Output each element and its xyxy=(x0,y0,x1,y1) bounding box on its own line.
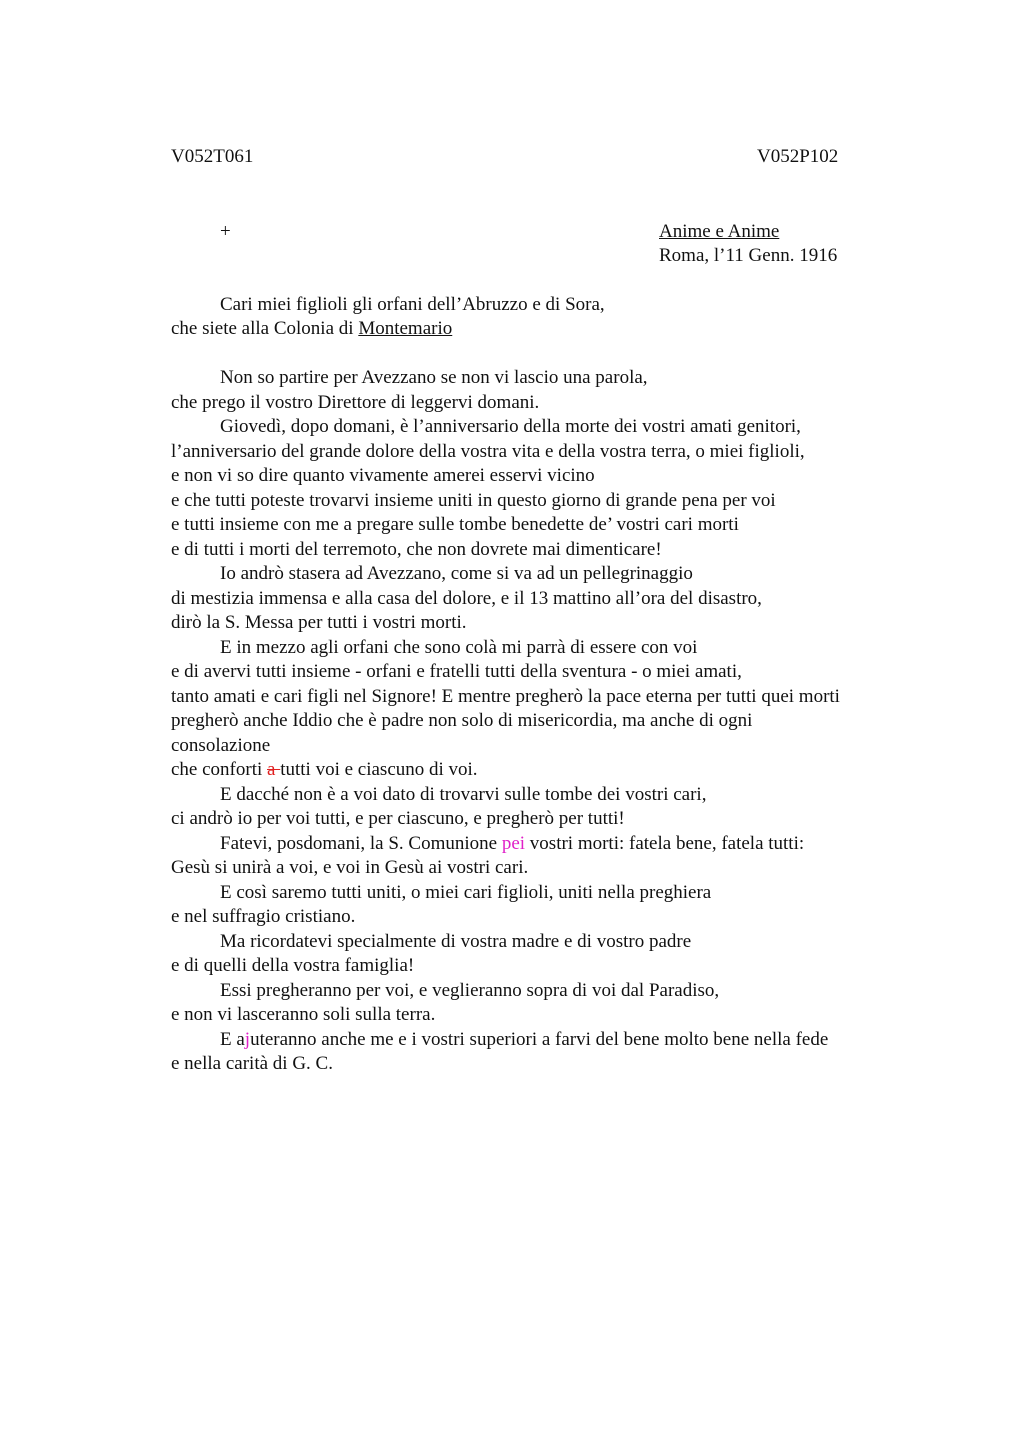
body-line: dirò la S. Messa per tutti i vostri morti. xyxy=(171,612,467,633)
body-line: e di tutti i morti del terremoto, che non dovrete mai dimenticare! xyxy=(171,538,662,560)
body-line: e di quelli della vostra famiglia! xyxy=(171,955,415,976)
body-line: di mestizia immensa e alla casa del dolore, e il 13 mattino all’ora del disastro, xyxy=(171,587,762,609)
letter-date: Roma, l’11 Genn. 1916 xyxy=(659,245,838,266)
body-line: ci andrò io per voi tutti, e per ciascuno, e pregherò per tutti! xyxy=(171,808,625,829)
salutation-line-1: Cari miei figlioli gli orfani dell’Abruzzo e di Sora, xyxy=(220,294,605,315)
header-left-code: V052T061 xyxy=(171,146,254,167)
line-text: tutti voi e ciascuno di voi. xyxy=(280,759,478,780)
line-text: Fatevi, posdomani, la S. Comunione xyxy=(220,832,502,854)
salutation-prefix: che siete alla Colonia di xyxy=(171,318,359,339)
line-text: vostri morti: fatela bene, fatela tutti: xyxy=(525,832,805,854)
body-line: E così saremo tutti uniti, o miei cari figlioli, uniti nella preghiera xyxy=(220,881,712,903)
cross-mark: + xyxy=(220,221,231,242)
header-right-code: V052P102 xyxy=(757,146,839,167)
body-line: e di avervi tutti insieme - orfani e fratelli tutti della sventura - o miei amati, xyxy=(171,661,742,682)
body-line: Giovedì, dopo domani, è l’anniversario della morte dei vostri amati genitori, xyxy=(220,416,801,437)
body-line: e non vi so dire quanto vivamente amerei esservi vicino xyxy=(171,465,595,486)
body-line: e nella carità di G. C. xyxy=(171,1053,333,1074)
inserted-text: pei xyxy=(501,832,526,854)
body-line: l’anniversario del grande dolore della vostra vita e della vostra terra, o miei figlioli, xyxy=(171,440,805,462)
line-text: uteranno anche me e i vostri superiori a farvi del bene molto bene nella fede xyxy=(250,1028,829,1050)
body-line: Ma ricordatevi specialmente di vostra madre e di vostro padre xyxy=(220,930,692,952)
inserted-text: j xyxy=(244,1028,251,1050)
body-line: consolazione xyxy=(171,734,271,756)
line-text: E a xyxy=(220,1028,245,1050)
salutation-line-2 xyxy=(171,318,452,340)
deleted-text: a xyxy=(267,759,281,780)
body-line: E in mezzo agli orfani che sono colà mi parrà di essere con voi xyxy=(220,636,698,658)
letter-body xyxy=(171,366,931,1077)
body-line: e nel suffragio cristiano. xyxy=(171,906,356,927)
body-line xyxy=(171,832,931,857)
body-line: e tutti insieme con me a pregare sulle tombe benedette de’ vostri cari morti xyxy=(171,514,739,535)
body-line: Gesù si unirà a voi, e voi in Gesù ai vostri cari. xyxy=(171,857,529,878)
body-line: Non so partire per Avezzano se non vi lascio una parola, xyxy=(220,367,648,388)
body-line xyxy=(171,758,931,783)
place-name: Montemario xyxy=(358,318,453,339)
body-line xyxy=(171,1028,931,1053)
body-line: Essi pregheranno per voi, e veglieranno sopra di voi dal Paradiso, xyxy=(220,979,720,1001)
body-line: che prego il vostro Direttore di leggervi domani. xyxy=(171,391,540,413)
body-line: tanto amati e cari figli nel Signore! E mentre pregherò la pace eterna per tutti quei morti xyxy=(171,685,840,707)
body-line: pregherò anche Iddio che è padre non solo di misericordia, ma anche di ogni xyxy=(171,710,753,731)
line-text: che conforti xyxy=(171,759,268,780)
body-line: Io andrò stasera ad Avezzano, come si va ad un pellegrinaggio xyxy=(220,563,693,584)
body-line: E dacché non è a voi dato di trovarvi sulle tombe dei vostri cari, xyxy=(220,783,707,805)
letter-title: Anime e Anime xyxy=(659,221,780,242)
body-line: e che tutti poteste trovarvi insieme uniti in questo giorno di grande pena per voi xyxy=(171,489,776,511)
body-line: e non vi lasceranno soli sulla terra. xyxy=(171,1004,436,1025)
